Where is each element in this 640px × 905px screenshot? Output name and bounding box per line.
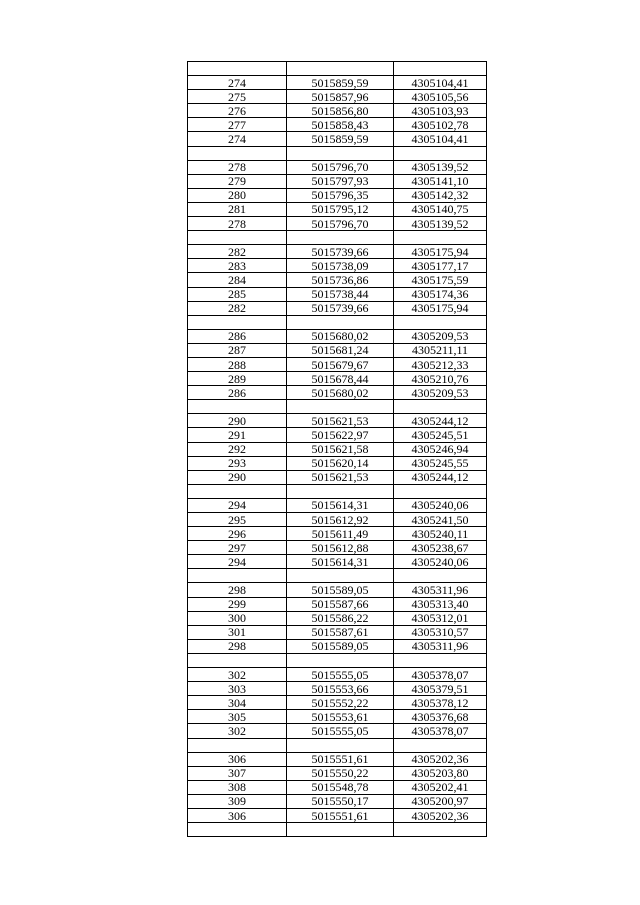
y-coordinate-cell: 4305200,97 [394,794,487,808]
y-coordinate-cell [394,569,487,583]
x-coordinate-cell: 5015553,66 [287,682,394,696]
point-number-cell: 278 [188,160,287,174]
y-coordinate-cell: 4305211,11 [394,343,487,357]
x-coordinate-cell: 5015678,44 [287,372,394,386]
point-number-cell: 307 [188,766,287,780]
table-row [188,794,487,808]
x-coordinate-cell: 5015738,44 [287,287,394,301]
x-coordinate-cell: 5015589,05 [287,583,394,597]
point-number-cell: 298 [188,583,287,597]
x-coordinate-cell: 5015612,92 [287,513,394,527]
y-coordinate-cell: 4305177,17 [394,259,487,273]
y-coordinate-cell: 4305311,96 [394,583,487,597]
table-row [188,442,487,456]
y-coordinate-cell: 4305202,36 [394,808,487,822]
y-coordinate-cell: 4305210,76 [394,372,487,386]
x-coordinate-cell: 5015548,78 [287,780,394,794]
point-number-cell [188,738,287,752]
y-coordinate-cell: 4305312,01 [394,611,487,625]
point-number-cell: 279 [188,174,287,188]
coordinates-table [187,61,487,837]
separator-row [188,569,487,583]
table-row [188,639,487,653]
point-number-cell [188,400,287,414]
point-number-cell: 288 [188,357,287,371]
y-coordinate-cell: 4305240,06 [394,555,487,569]
x-coordinate-cell: 5015555,05 [287,668,394,682]
table-row [188,118,487,132]
x-coordinate-cell: 5015739,66 [287,301,394,315]
point-number-cell: 302 [188,724,287,738]
x-coordinate-cell [287,653,394,667]
y-coordinate-cell [394,315,487,329]
y-coordinate-cell: 4305175,94 [394,245,487,259]
table-row [188,710,487,724]
separator-row [188,653,487,667]
table-row [188,498,487,512]
point-number-cell: 302 [188,668,287,682]
x-coordinate-cell: 5015679,67 [287,357,394,371]
y-coordinate-cell [394,823,487,837]
x-coordinate-cell [287,62,394,76]
point-number-cell: 290 [188,414,287,428]
table-row [188,428,487,442]
x-coordinate-cell [287,400,394,414]
x-coordinate-cell: 5015621,53 [287,414,394,428]
point-number-cell: 277 [188,118,287,132]
point-number-cell: 274 [188,132,287,146]
point-number-cell [188,62,287,76]
table-row [188,372,487,386]
x-coordinate-cell [287,146,394,160]
x-coordinate-cell: 5015738,09 [287,259,394,273]
table-row [188,343,487,357]
y-coordinate-cell: 4305202,41 [394,780,487,794]
separator-row [188,315,487,329]
y-coordinate-cell: 4305104,41 [394,76,487,90]
x-coordinate-cell: 5015612,88 [287,541,394,555]
x-coordinate-cell: 5015796,70 [287,160,394,174]
y-coordinate-cell: 4305245,55 [394,456,487,470]
separator-row [188,738,487,752]
y-coordinate-cell [394,484,487,498]
point-number-cell: 296 [188,527,287,541]
x-coordinate-cell: 5015551,61 [287,752,394,766]
y-coordinate-cell [394,231,487,245]
y-coordinate-cell: 4305175,59 [394,273,487,287]
table-row [188,456,487,470]
table-row [188,724,487,738]
x-coordinate-cell: 5015736,86 [287,273,394,287]
y-coordinate-cell: 4305245,51 [394,428,487,442]
table-row [188,259,487,273]
y-coordinate-cell: 4305105,56 [394,90,487,104]
point-number-cell [188,484,287,498]
point-number-cell: 298 [188,639,287,653]
point-number-cell: 289 [188,372,287,386]
separator-row [188,231,487,245]
x-coordinate-cell: 5015587,61 [287,625,394,639]
point-number-cell: 293 [188,456,287,470]
separator-row [188,823,487,837]
x-coordinate-cell: 5015622,97 [287,428,394,442]
table-row [188,273,487,287]
point-number-cell: 274 [188,76,287,90]
x-coordinate-cell: 5015681,24 [287,343,394,357]
y-coordinate-cell [394,653,487,667]
y-coordinate-cell: 4305311,96 [394,639,487,653]
x-coordinate-cell: 5015680,02 [287,329,394,343]
x-coordinate-cell: 5015795,12 [287,202,394,216]
x-coordinate-cell: 5015857,96 [287,90,394,104]
point-number-cell: 285 [188,287,287,301]
table-row [188,329,487,343]
table-row [188,583,487,597]
y-coordinate-cell: 4305379,51 [394,682,487,696]
point-number-cell: 286 [188,386,287,400]
point-number-cell: 305 [188,710,287,724]
y-coordinate-cell [394,400,487,414]
y-coordinate-cell: 4305139,52 [394,217,487,231]
point-number-cell: 304 [188,696,287,710]
table-row [188,287,487,301]
point-number-cell [188,653,287,667]
table-row [188,555,487,569]
y-coordinate-cell: 4305104,41 [394,132,487,146]
x-coordinate-cell: 5015859,59 [287,76,394,90]
point-number-cell: 282 [188,301,287,315]
x-coordinate-cell: 5015611,49 [287,527,394,541]
x-coordinate-cell: 5015553,61 [287,710,394,724]
table-row [188,217,487,231]
table-row [188,611,487,625]
table-row [188,90,487,104]
separator-row [188,62,487,76]
table-row [188,780,487,794]
table-row [188,386,487,400]
y-coordinate-cell: 4305376,68 [394,710,487,724]
x-coordinate-cell: 5015551,61 [287,808,394,822]
y-coordinate-cell: 4305310,57 [394,625,487,639]
table-row [188,104,487,118]
point-number-cell: 290 [188,470,287,484]
point-number-cell: 297 [188,541,287,555]
point-number-cell: 276 [188,104,287,118]
point-number-cell: 287 [188,343,287,357]
point-number-cell: 300 [188,611,287,625]
x-coordinate-cell: 5015856,80 [287,104,394,118]
table-row [188,245,487,259]
point-number-cell: 299 [188,597,287,611]
x-coordinate-cell: 5015739,66 [287,245,394,259]
point-number-cell: 294 [188,555,287,569]
separator-row [188,400,487,414]
point-number-cell [188,231,287,245]
y-coordinate-cell: 4305140,75 [394,202,487,216]
table-row [188,188,487,202]
y-coordinate-cell: 4305246,94 [394,442,487,456]
y-coordinate-cell: 4305212,33 [394,357,487,371]
table-row [188,202,487,216]
y-coordinate-cell: 4305103,93 [394,104,487,118]
point-number-cell: 306 [188,752,287,766]
x-coordinate-cell: 5015587,66 [287,597,394,611]
x-coordinate-cell: 5015614,31 [287,498,394,512]
y-coordinate-cell: 4305102,78 [394,118,487,132]
point-number-cell: 291 [188,428,287,442]
y-coordinate-cell: 4305209,53 [394,386,487,400]
y-coordinate-cell: 4305244,12 [394,470,487,484]
table-row [188,668,487,682]
point-number-cell [188,569,287,583]
y-coordinate-cell: 4305241,50 [394,513,487,527]
x-coordinate-cell: 5015589,05 [287,639,394,653]
point-number-cell: 309 [188,794,287,808]
x-coordinate-cell: 5015620,14 [287,456,394,470]
x-coordinate-cell: 5015621,58 [287,442,394,456]
x-coordinate-cell: 5015796,70 [287,217,394,231]
table-row [188,357,487,371]
separator-row [188,484,487,498]
table-row [188,513,487,527]
y-coordinate-cell: 4305313,40 [394,597,487,611]
x-coordinate-cell: 5015796,35 [287,188,394,202]
x-coordinate-cell: 5015614,31 [287,555,394,569]
table-row [188,132,487,146]
table-row [188,527,487,541]
point-number-cell: 295 [188,513,287,527]
point-number-cell: 283 [188,259,287,273]
table-row [188,752,487,766]
y-coordinate-cell: 4305174,36 [394,287,487,301]
x-coordinate-cell: 5015859,59 [287,132,394,146]
table-row [188,696,487,710]
x-coordinate-cell: 5015550,22 [287,766,394,780]
x-coordinate-cell: 5015550,17 [287,794,394,808]
point-number-cell: 292 [188,442,287,456]
y-coordinate-cell [394,738,487,752]
table-row [188,470,487,484]
table-row [188,625,487,639]
point-number-cell: 282 [188,245,287,259]
y-coordinate-cell: 4305139,52 [394,160,487,174]
x-coordinate-cell: 5015680,02 [287,386,394,400]
x-coordinate-cell: 5015586,22 [287,611,394,625]
point-number-cell [188,146,287,160]
point-number-cell: 281 [188,202,287,216]
x-coordinate-cell [287,231,394,245]
y-coordinate-cell: 4305378,07 [394,724,487,738]
table-row [188,160,487,174]
point-number-cell: 286 [188,329,287,343]
x-coordinate-cell [287,823,394,837]
point-number-cell: 301 [188,625,287,639]
x-coordinate-cell: 5015797,93 [287,174,394,188]
table-row [188,541,487,555]
y-coordinate-cell: 4305202,36 [394,752,487,766]
table-row [188,414,487,428]
coordinates-table-body [188,62,487,837]
table-row [188,766,487,780]
point-number-cell: 284 [188,273,287,287]
table-row [188,76,487,90]
point-number-cell: 294 [188,498,287,512]
point-number-cell: 303 [188,682,287,696]
point-number-cell: 278 [188,217,287,231]
x-coordinate-cell: 5015621,53 [287,470,394,484]
y-coordinate-cell: 4305209,53 [394,329,487,343]
y-coordinate-cell: 4305142,32 [394,188,487,202]
y-coordinate-cell: 4305240,11 [394,527,487,541]
y-coordinate-cell [394,146,487,160]
y-coordinate-cell: 4305175,94 [394,301,487,315]
point-number-cell: 306 [188,808,287,822]
y-coordinate-cell: 4305244,12 [394,414,487,428]
table-row [188,597,487,611]
x-coordinate-cell [287,484,394,498]
point-number-cell: 275 [188,90,287,104]
separator-row [188,146,487,160]
y-coordinate-cell: 4305141,10 [394,174,487,188]
y-coordinate-cell: 4305378,07 [394,668,487,682]
table-row [188,682,487,696]
point-number-cell: 308 [188,780,287,794]
y-coordinate-cell: 4305378,12 [394,696,487,710]
x-coordinate-cell [287,315,394,329]
table-row [188,808,487,822]
point-number-cell [188,823,287,837]
x-coordinate-cell: 5015555,05 [287,724,394,738]
y-coordinate-cell: 4305240,06 [394,498,487,512]
point-number-cell [188,315,287,329]
table-row [188,301,487,315]
y-coordinate-cell [394,62,487,76]
table-row [188,174,487,188]
point-number-cell: 280 [188,188,287,202]
y-coordinate-cell: 4305203,80 [394,766,487,780]
x-coordinate-cell [287,738,394,752]
y-coordinate-cell: 4305238,67 [394,541,487,555]
x-coordinate-cell [287,569,394,583]
x-coordinate-cell: 5015858,43 [287,118,394,132]
x-coordinate-cell: 5015552,22 [287,696,394,710]
